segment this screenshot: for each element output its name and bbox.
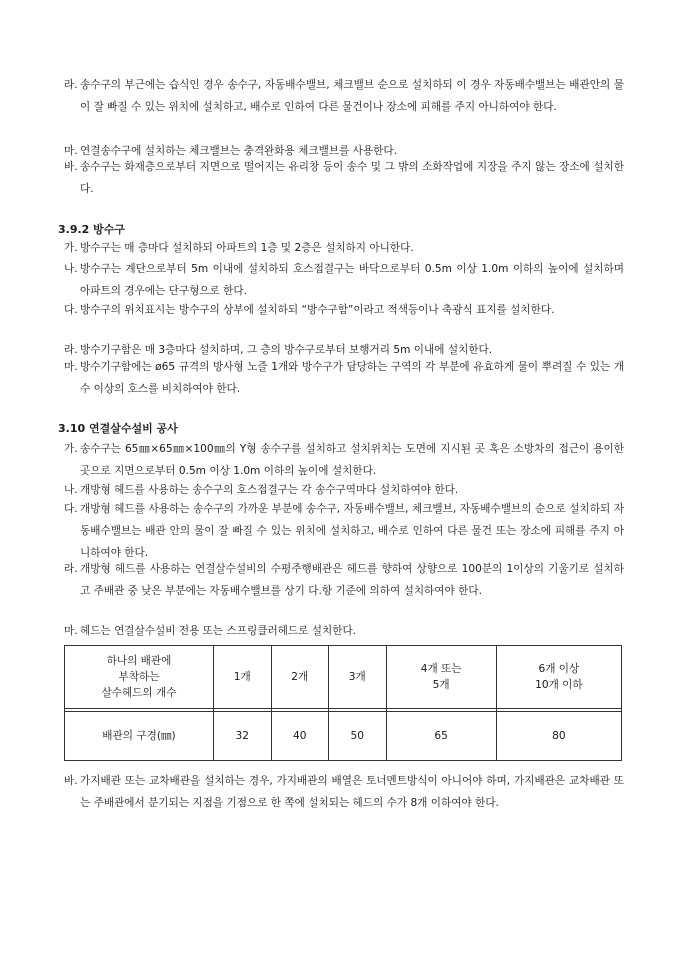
item-text: 가지배관 또는 교차배관을 설치하는 경우, 가지배관의 배열은 토너멘트방식이 아니어야 하며, 가지배관은 교차배관 또는 주배관에서 분기되는 지점을 기점으로 한 쪽에 설치되는 헤드의 수가 8개 이하여야 한다. [80, 775, 624, 809]
list-item [64, 770, 624, 814]
list-item [64, 74, 624, 118]
item-text: 헤드는 연결살수설비 전용 또는 스프링클러헤드로 설치한다. [80, 625, 357, 637]
item-marker: 다. [64, 304, 78, 316]
table-cell: 80 [496, 712, 621, 761]
list-item [64, 558, 624, 602]
item-text: 방수구의 위치표시는 방수구의 상부에 설치하되 “방수구함”이라고 적색등이나 축광식 표지를 설치한다. [80, 304, 555, 316]
table-header-cell: 3개 [329, 646, 387, 709]
item-text: 방수기구함은 매 3층마다 설치하며, 그 층의 방수구로부터 보행거리 5m 이내에 설치한다. [80, 344, 493, 356]
table-cell: 40 [271, 712, 329, 761]
item-marker: 마. [64, 145, 78, 157]
item-marker: 마. [64, 625, 78, 637]
item-text: 개방형 헤드를 사용하는 송수구의 가까운 부분에 송수구, 자동배수밸브, 체크밸브, 자동배수밸브의 순으로 설치하되 자동배수밸브는 배관 안의 물이 잘 빠질 수 있는 위치에 설치하고, 배수로 인하여 다른 물건 또는 장소에 피해를 주지 아니하여야 한다. [80, 503, 624, 559]
item-text: 송수구는 화재층으로부터 지면으로 떨어지는 유리창 등이 송수 및 그 밖의 소화작업에 지장을 주지 않는 장소에 설치한다. [80, 161, 624, 195]
table-row [65, 712, 622, 761]
section-heading-3-9-2: 3.9.2 방수구 [58, 223, 126, 236]
item-text: 개방형 헤드를 사용하는 연결살수설비의 수평주행배관은 헤드를 향하여 상향으로 100분의 1이상의 기울기로 설치하고 주배관 중 낮은 부분에는 자동배수밸브를 상기 다.항 기준에 의하여 설치하여야 한다. [80, 563, 624, 597]
list-item [64, 258, 624, 302]
item-marker: 다. [64, 503, 78, 515]
list-item [64, 620, 624, 642]
item-text: 송수구의 부근에는 습식인 경우 송수구, 자동배수밸브, 체크밸브 순으로 설치하되 이 경우 자동배수밸브는 배관안의 물이 잘 빠질 수 있는 위치에 설치하고, 배수로 인하여 다른 물건이나 장소에 피해를 주지 아니하여야 한다. [80, 79, 624, 113]
list-item [64, 237, 624, 259]
list-item [64, 156, 624, 200]
item-text: 송수구는 65㎜×65㎜×100㎜의 Y형 송수구를 설치하고 설치위치는 도면에 지시된 곳 혹은 소방차의 접근이 용이한 곳으로 지면으로부터 0.5m 이상 1.0m 이하의 높이에 설치한다. [80, 443, 624, 477]
item-text: 개방형 헤드를 사용하는 송수구의 호스접결구는 각 송수구역마다 설치하여야 한다. [80, 484, 459, 496]
list-item [64, 299, 624, 321]
table-cell: 50 [329, 712, 387, 761]
table-cell: 32 [214, 712, 272, 761]
item-marker: 나. [64, 484, 78, 496]
list-item [64, 356, 624, 400]
table-row-label: 배관의 구경(㎜) [65, 712, 214, 761]
item-marker: 바. [64, 161, 78, 173]
table-header-cell: 6개 이상 10개 이하 [496, 646, 621, 709]
table-header-label: 하나의 배관에 부착하는 살수헤드의 개수 [65, 646, 214, 709]
list-item [64, 498, 624, 564]
table-header-cell: 2개 [271, 646, 329, 709]
section-heading-3-10: 3.10 연결살수설비 공사 [58, 422, 178, 435]
item-marker: 라. [64, 79, 78, 91]
pipe-size-table [64, 645, 622, 761]
item-marker: 나. [64, 263, 78, 275]
item-text: 연결송수구에 설치하는 체크밸브는 충격완화용 체크밸브를 사용한다. [80, 145, 397, 157]
table-cell: 65 [386, 712, 496, 761]
table-header-cell: 4개 또는 5개 [386, 646, 496, 709]
item-marker: 라. [64, 563, 78, 575]
item-text: 방수기구함에는 ø65 규격의 방사형 노즐 1개와 방수구가 담당하는 구역의 각 부분에 유효하게 물이 뿌려질 수 있는 개수 이상의 호스를 비치하여야 한다. [80, 361, 624, 395]
table-header-row [65, 646, 622, 709]
item-text: 방수구는 계단으로부터 5m 이내에 설치하되 호스접결구는 바닥으로부터 0.5m 이상 1.0m 이하의 높이에 설치하며 아파트의 경우에는 단구형으로 한다. [80, 263, 624, 297]
list-item [64, 438, 624, 482]
item-text: 방수구는 매 층마다 설치하되 아파트의 1층 및 2층은 설치하지 아니한다. [80, 242, 414, 254]
item-marker: 가. [64, 443, 78, 455]
item-marker: 마. [64, 361, 78, 373]
item-marker: 라. [64, 344, 78, 356]
item-marker: 가. [64, 242, 78, 254]
table-header-cell: 1개 [214, 646, 272, 709]
item-marker: 바. [64, 775, 78, 787]
